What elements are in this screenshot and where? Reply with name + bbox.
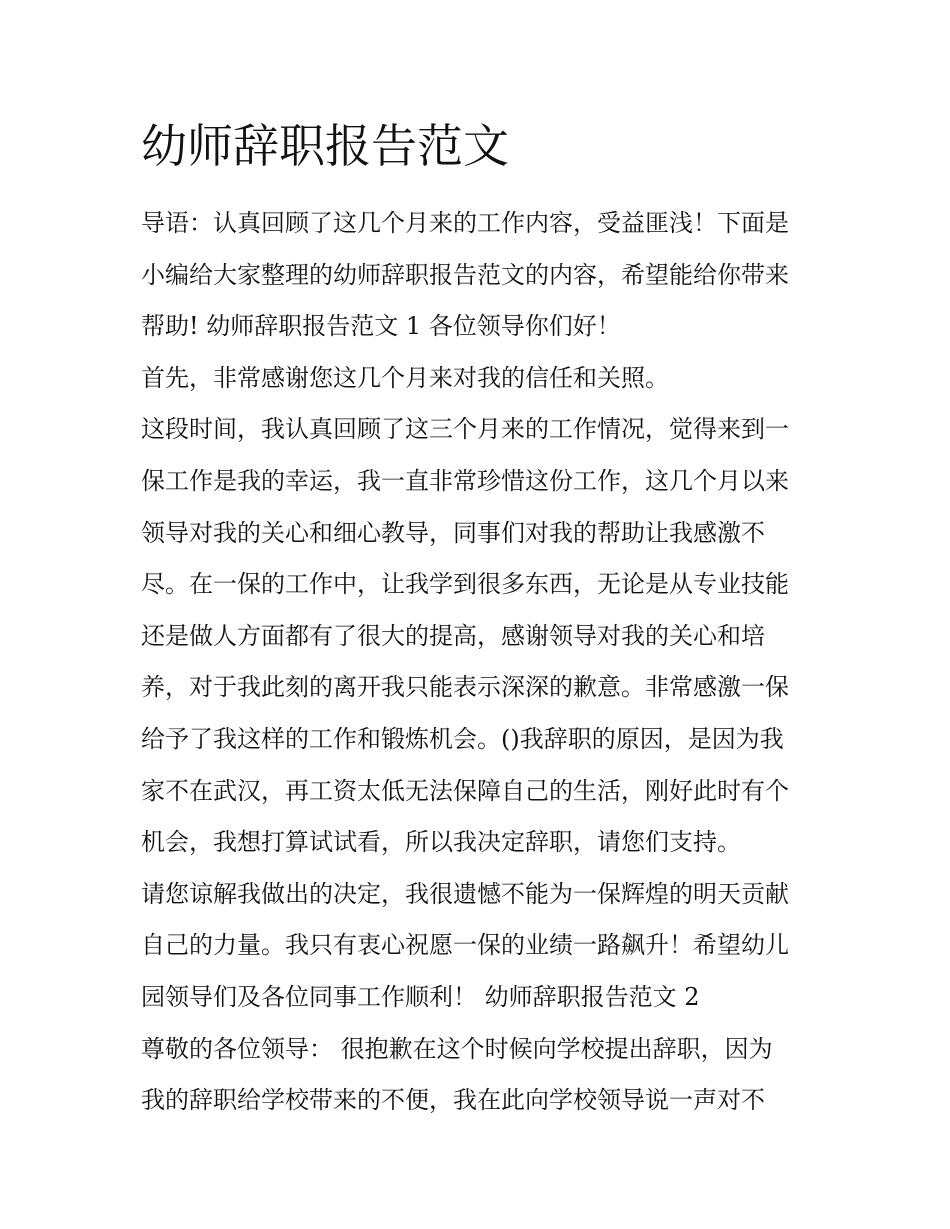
text-line: 给予了我这样的工作和锻炼机会。()我辞职的原因，是因为我 <box>141 724 784 753</box>
text-line: 帮助! 幼师辞职报告范文 1 各位领导你们好！ <box>141 312 621 341</box>
text-line: 这段时间，我认真回顾了这三个月来的工作情况，觉得来到一 <box>141 415 789 444</box>
text-line: 保工作是我的幸运，我一直非常珍惜这份工作，这几个月以来 <box>141 466 789 495</box>
text-line: 尊敬的各位领导： 很抱歉在这个时候向学校提出辞职，因为 <box>141 1034 773 1063</box>
document-title: 幼师辞职报告范文 <box>141 119 509 173</box>
text-line: 我的辞职给学校带来的不便，我在此向学校领导说一声对不 <box>141 1086 765 1115</box>
text-line: 尽。在一保的工作中，让我学到很多东西，无论是从专业技能 <box>141 570 789 599</box>
text-line: 还是做人方面都有了很大的提高，感谢领导对我的关心和培 <box>141 621 765 650</box>
text-line: 家不在武汉，再工资太低无法保障自己的生活，刚好此时有个 <box>141 776 789 805</box>
text-line: 自己的力量。我只有衷心祝愿一保的业绩一路飙升！希望幼儿 <box>141 931 789 960</box>
text-line: 机会，我想打算试试看，所以我决定辞职，请您们支持。 <box>141 828 741 857</box>
text-line: 首先，非常感谢您这几个月来对我的信任和关照。 <box>141 363 669 392</box>
text-line: 请您谅解我做出的决定，我很遗憾不能为一保辉煌的明天贡献 <box>141 879 789 908</box>
text-line: 园领导们及各位同事工作顺利！ 幼师辞职报告范文 2 <box>141 982 700 1011</box>
text-line: 导语：认真回顾了这几个月来的工作内容，受益匪浅！下面是 <box>141 209 789 237</box>
document-body <box>141 198 821 1127</box>
text-line: 养，对于我此刻的离开我只能表示深深的歉意。非常感激一保 <box>141 673 789 702</box>
text-line: 小编给大家整理的幼师辞职报告范文的内容，希望能给你带来 <box>141 260 789 289</box>
text-line: 领导对我的关心和细心教导，同事们对我的帮助让我感激不 <box>141 518 765 547</box>
